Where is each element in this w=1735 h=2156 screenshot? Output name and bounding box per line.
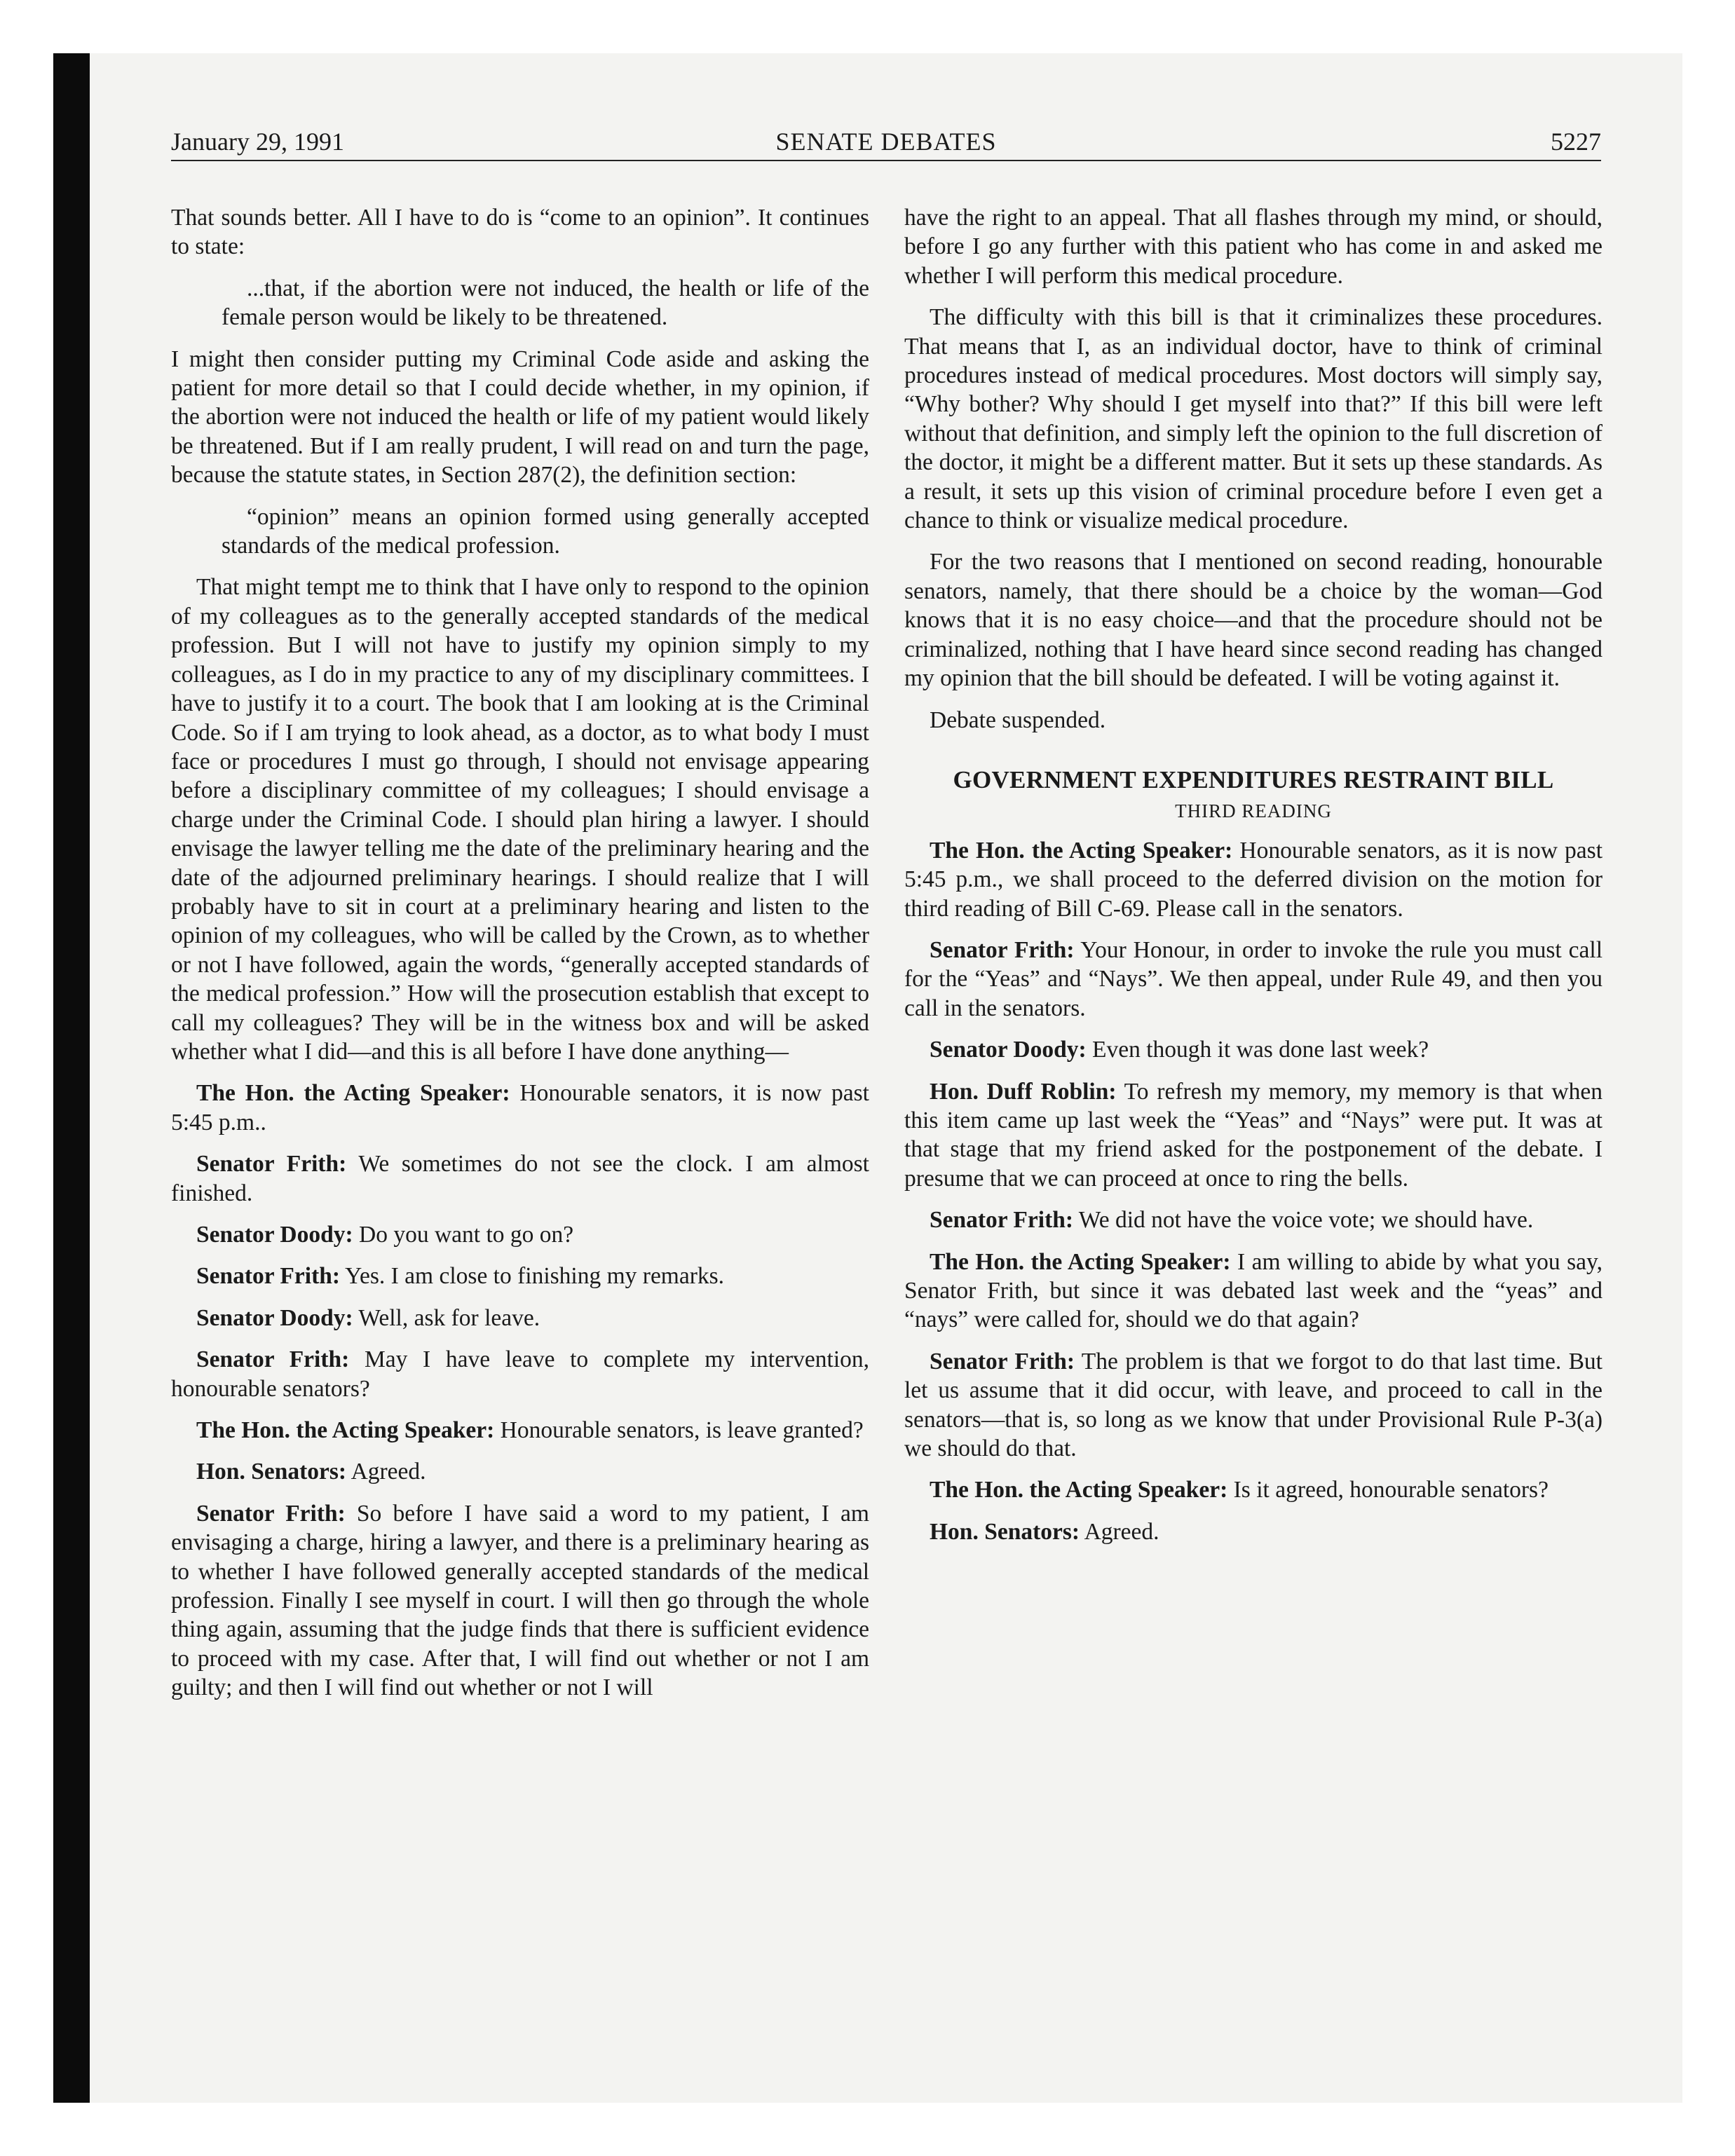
scan-margin: [0, 0, 53, 2156]
speech: [171, 1079, 869, 1137]
speaker-name: Hon. Duff Roblin:: [930, 1078, 1117, 1105]
speech-text: Agreed.: [1080, 1518, 1159, 1545]
speaker-name: Senator Frith:: [196, 1151, 347, 1178]
speaker-name: Hon. Senators:: [196, 1459, 347, 1485]
speech-text: May I have leave to complete my intervention, honourable senators?: [171, 1346, 870, 1402]
paragraph: That might tempt me to think that I have only to respond to the opinion of my colleagues as to the generally accepted standards of the medical profession. But I will not have to justify my opinion simply to my colleagues, as I do in my practice to any of my disciplinary committees. I have to justify it to a court. The book that I am looking at is the Criminal Code. So if I am trying to look ahead, as a doctor, as to what body I must face or procedures I must go through, I should not envisage appearing before a disciplinary committee of my colleagues; I should envisage a charge under the Criminal Code. I should plan hiring a lawyer. I should envisage the lawyer telling me the date of the preliminary hearing and the date of the adjourned preliminary hearings. I should realize that I will probably have to sit in court at a preliminary hearing and listen to the opinion of my colleagues, who will be called by the Crown, as to whether or not I have followed, again the words, “generally accepted standards of the medical profession.” How will the prosecution establish that except to call my colleagues? They will be in the witness box and will be asked whether what I did—and this is all before I have done anything—: [171, 574, 869, 1065]
right-column: [904, 203, 1603, 1559]
speech-text: I am willing to abide by what you say, Senator Frith, but since it was debated last week and the “yeas” and “nays” were called for, should we do that again?: [904, 1248, 1603, 1333]
speaker-name: The Hon. the Acting Speaker:: [196, 1417, 495, 1444]
speech-text: The problem is that we forgot to do that last time. But let us assume that it did occur, with leave, and proceed to call in the senators—that is, so long as we know that under Provisional Rule P-3(a) we should do that.: [904, 1348, 1603, 1462]
speech-text: Agreed.: [346, 1459, 426, 1485]
running-header: [171, 126, 1601, 161]
speech-text: So before I have said a word to my patient, I am envisaging a charge, hiring a lawyer, and there is a preliminary hearing as to whether I have followed generally accepted standards of the medical profession. Finally I see myself in court. I will then go through the whole thing again, assuming that the judge finds that there is sufficient evidence to proceed with my case. After that, I will find out whether or not I am guilty; and then I will find out whether or not I will: [171, 1500, 869, 1701]
speech: [904, 1475, 1603, 1504]
speaker-name: Senator Doody:: [930, 1037, 1087, 1063]
left-column: [171, 203, 869, 1715]
speech-text: Honourable senators, it is now past 5:45 p.m..: [171, 1080, 869, 1135]
section-heading: GOVERNMENT EXPENDITURES RESTRAINT BILL: [953, 765, 1554, 793]
speech-text: Even though it was done last week?: [1086, 1037, 1429, 1063]
speaker-name: Senator Frith:: [196, 1263, 341, 1290]
speaker-name: Senator Frith:: [930, 1348, 1075, 1374]
page-number: 5227: [1551, 128, 1601, 156]
speaker-name: The Hon. the Acting Speaker:: [930, 1477, 1228, 1503]
speaker-name: The Hon. the Acting Speaker:: [930, 837, 1233, 864]
speech: [904, 1077, 1603, 1194]
speech-text: Honourable senators, is leave granted?: [494, 1417, 864, 1444]
speech: [171, 1149, 869, 1208]
scan-binding-edge: [53, 53, 90, 2103]
speech-text: To refresh my memory, my memory is that when this item came up last week the “Yeas” and “Nays” were put. It was at that stage that my friend asked for the postponement of the debate. I presume that we can proceed at once to ring the bells.: [904, 1078, 1603, 1192]
speech: [904, 1347, 1603, 1464]
speech: [171, 1457, 869, 1486]
speech-text: Your Honour, in order to invoke the rule you must call for the “Yeas” and “Nays”. We then appeal, under Rule 49, and then you call in the senators.: [904, 936, 1603, 1021]
speaker-name: Senator Doody:: [196, 1222, 353, 1248]
section-subheading: THIRD READING: [1175, 800, 1332, 822]
block-quote: “opinion” means an opinion formed using generally accepted standards of the medical profession.: [222, 503, 869, 559]
speaker-name: The Hon. the Acting Speaker:: [930, 1248, 1231, 1275]
speaker-name: Senator Doody:: [196, 1304, 353, 1331]
speaker-name: Senator Frith:: [930, 1207, 1074, 1234]
speech: [171, 1220, 869, 1249]
speaker-name: Hon. Senators:: [930, 1518, 1080, 1545]
speech-text: Well, ask for leave.: [353, 1304, 540, 1331]
paragraph: For the two reasons that I mentioned on second reading, honourable senators, namely, that there should be a choice by the woman—God knows that it is no easy choice—and that the procedure should not be criminalized, nothing that I have heard since second reading has changed my opinion that the bill should be defeated. I will be voting against it.: [904, 549, 1603, 692]
paragraph: That sounds better. All I have to do is “come to an opinion”. It continues to state:: [171, 205, 869, 260]
speech: [171, 1345, 869, 1403]
speech: [171, 1304, 869, 1332]
speech-text: We did not have the voice vote; we should have.: [1073, 1207, 1534, 1234]
speaker-name: Senator Frith:: [196, 1500, 346, 1527]
speech: [904, 1035, 1603, 1064]
header-date: January 29, 1991: [171, 128, 344, 156]
speech: [904, 836, 1603, 923]
speech: [904, 936, 1603, 1023]
speech: [171, 1416, 869, 1445]
speaker-name: Senator Frith:: [930, 936, 1075, 963]
speaker-name: Senator Frith:: [196, 1346, 350, 1373]
paragraph: have the right to an appeal. That all flashes through my mind, or should, before I go any further with this patient who has come in and asked me whether I will perform this medical procedure.: [904, 205, 1603, 289]
paragraph: The difficulty with this bill is that it criminalizes these procedures. That means that I, as an individual doctor, have to think of criminal procedures instead of medical procedures. Most doctors will simply say, “Why bother? Why should I get myself into that?” If this bill were left without that definition, and simply left the opinion to the full discretion of the doctor, it might be a different matter. But it sets up these standards. As a result, it sets up this vision of criminal procedure before I even get a chance to think or visualize medical procedure.: [904, 304, 1603, 534]
speech: [171, 1262, 869, 1290]
speech-text: We sometimes do not see the clock. I am almost finished.: [171, 1151, 869, 1206]
block-quote: ...that, if the abortion were not induced, the health or life of the female person would be likely to be threatened.: [222, 275, 869, 331]
paragraph: Debate suspended.: [930, 707, 1106, 733]
speech-text: Is it agreed, honourable senators?: [1227, 1477, 1549, 1503]
paragraph: I might then consider putting my Criminal Code aside and asking the patient for more detail so that I could decide whether, in my opinion, if the abortion were not induced the health or life of my patient would likely be threatened. But if I am really prudent, I will read on and turn the page, because the statute states, in Section 287(2), the definition section:: [171, 346, 869, 489]
speech: [904, 1517, 1603, 1546]
speech-text: Yes. I am close to finishing my remarks.: [340, 1263, 725, 1290]
header-title: SENATE DEBATES: [775, 128, 997, 156]
speech: [904, 1206, 1603, 1234]
speech-text: Honourable senators, as it is now past 5:45 p.m., we shall proceed to the deferred division on the motion for third reading of Bill C-69. Please call in the senators.: [904, 837, 1603, 922]
speaker-name: The Hon. the Acting Speaker:: [196, 1080, 510, 1107]
speech-text: Do you want to go on?: [353, 1222, 574, 1248]
speech: [171, 1499, 869, 1703]
speech: [904, 1248, 1603, 1335]
